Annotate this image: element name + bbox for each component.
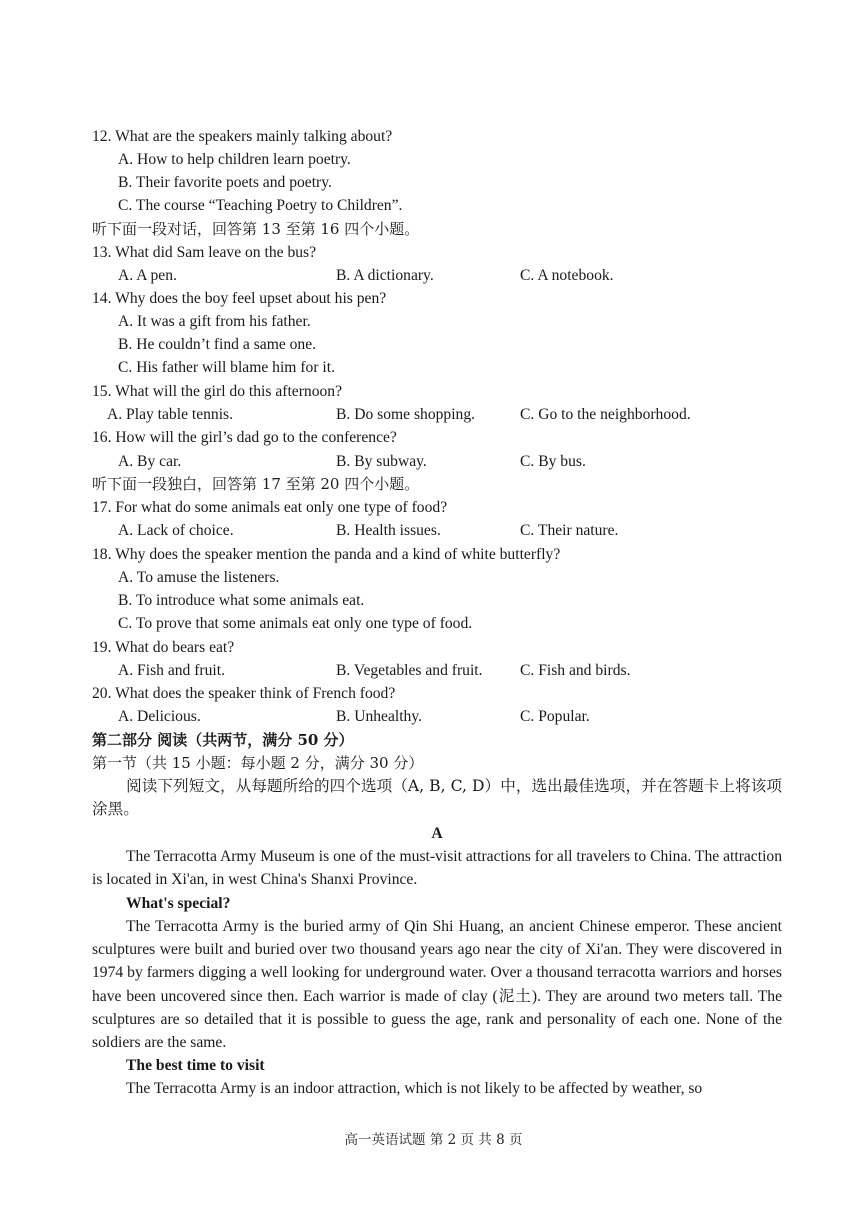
part-2-title: 第二部分 阅读（共两节，满分 50 分）: [92, 731, 354, 749]
passage-heading-best-time: The best time to visit: [126, 1057, 265, 1074]
passage-paragraph-2: [92, 915, 782, 1054]
question-13-option-b: B. A dictionary.: [336, 267, 434, 284]
question-18-option-a: A. To amuse the listeners.: [118, 569, 280, 586]
question-13-option-c: C. A notebook.: [520, 267, 614, 284]
question-18-option-c: C. To prove that some animals eat only one type of food.: [118, 615, 473, 632]
question-16-stem: 16. How will the girl’s dad go to the conference?: [92, 429, 397, 446]
question-17-option-b: B. Health issues.: [336, 522, 441, 539]
directions-13-16: 听下面一段对话，回答第 13 至第 16 四个小题。: [92, 220, 420, 238]
directions-17-20: 听下面一段独白，回答第 17 至第 20 四个小题。: [92, 475, 420, 493]
question-14-option-c: C. His father will blame him for it.: [118, 359, 335, 376]
reading-instructions-text: 阅读下列短文，从每题所给的四个选项（A, B, C, D）中，选出最佳选项，并在答题卡上将该项涂黑。: [92, 777, 782, 819]
passage-heading-special: What's special?: [126, 895, 231, 912]
passage-paragraph-3-text: The Terracotta Army is an indoor attraction, which is not likely to be affected by weather, so: [126, 1080, 703, 1097]
question-16-option-a: A. By car.: [118, 453, 182, 470]
question-17-option-c: C. Their nature.: [520, 522, 619, 539]
question-17-stem: 17. For what do some animals eat only one type of food?: [92, 499, 448, 516]
question-13-stem: 13. What did Sam leave on the bus?: [92, 244, 317, 261]
question-19-stem: 19. What do bears eat?: [92, 639, 235, 656]
question-20-option-a: A. Delicious.: [118, 708, 201, 725]
question-15-option-a: A. Play table tennis.: [107, 406, 234, 423]
question-18-option-b: B. To introduce what some animals eat.: [118, 592, 365, 609]
page-footer: 高一英语试题 第 2 页 共 8 页: [344, 1132, 523, 1148]
question-14-stem: 14. Why does the boy feel upset about his pen?: [92, 290, 387, 307]
question-14-option-a: A. It was a gift from his father.: [118, 313, 311, 330]
question-20-option-b: B. Unhealthy.: [336, 708, 423, 725]
passage-paragraph-3: [92, 1077, 782, 1100]
question-15-option-b: B. Do some shopping.: [336, 406, 476, 423]
passage-paragraph-1-text: The Terracotta Army Museum is one of the must-visit attractions for all travelers to China. The attraction is located in Xi'an, in west China's Shanxi Province.: [92, 848, 782, 889]
question-12-option-c: C. The course “Teaching Poetry to Children”.: [118, 197, 403, 214]
question-19-option-c: C. Fish and birds.: [520, 662, 631, 679]
question-20-option-c: C. Popular.: [520, 708, 590, 725]
question-12-stem: 12. What are the speakers mainly talking about?: [92, 128, 393, 145]
reading-instructions: [92, 775, 782, 821]
question-12-option-a: A. How to help children learn poetry.: [118, 151, 351, 168]
question-18-stem: 18. Why does the speaker mention the panda and a kind of white butterfly?: [92, 546, 561, 563]
passage-paragraph-1: [92, 845, 782, 891]
question-15-stem: 15. What will the girl do this afternoon?: [92, 383, 343, 400]
question-19-option-a: A. Fish and fruit.: [118, 662, 225, 679]
question-14-option-b: B. He couldn’t find a same one.: [118, 336, 317, 353]
question-17-option-a: A. Lack of choice.: [118, 522, 234, 539]
question-19-option-b: B. Vegetables and fruit.: [336, 662, 483, 679]
question-15-option-c: C. Go to the neighborhood.: [520, 406, 691, 423]
question-12-option-b: B. Their favorite poets and poetry.: [118, 174, 332, 191]
question-13-option-a: A. A pen.: [118, 267, 177, 284]
question-16-option-c: C. By bus.: [520, 453, 586, 470]
passage-paragraph-2-text: The Terracotta Army is the buried army of Qin Shi Huang, an ancient Chinese emperor. These ancient sculptures were built and buried over two thousand years ago near the city of Xi'an. They were discovered in 1974 by farmers digging a well looking for underground water. Over a thousand terracotta warriors and horses have been uncovered since then. Each warrior is made of clay (泥土). They are around two meters tall. The sculptures are so detailed that it is possible to guess the age, rank and personality of each one. None of the soldiers are the same.: [92, 918, 782, 1052]
passage-label: A: [431, 825, 443, 842]
question-16-option-b: B. By subway.: [336, 453, 427, 470]
section-1-title: 第一节（共 15 小题：每小题 2 分，满分 30 分）: [92, 754, 424, 772]
question-20-stem: 20. What does the speaker think of French food?: [92, 685, 396, 702]
